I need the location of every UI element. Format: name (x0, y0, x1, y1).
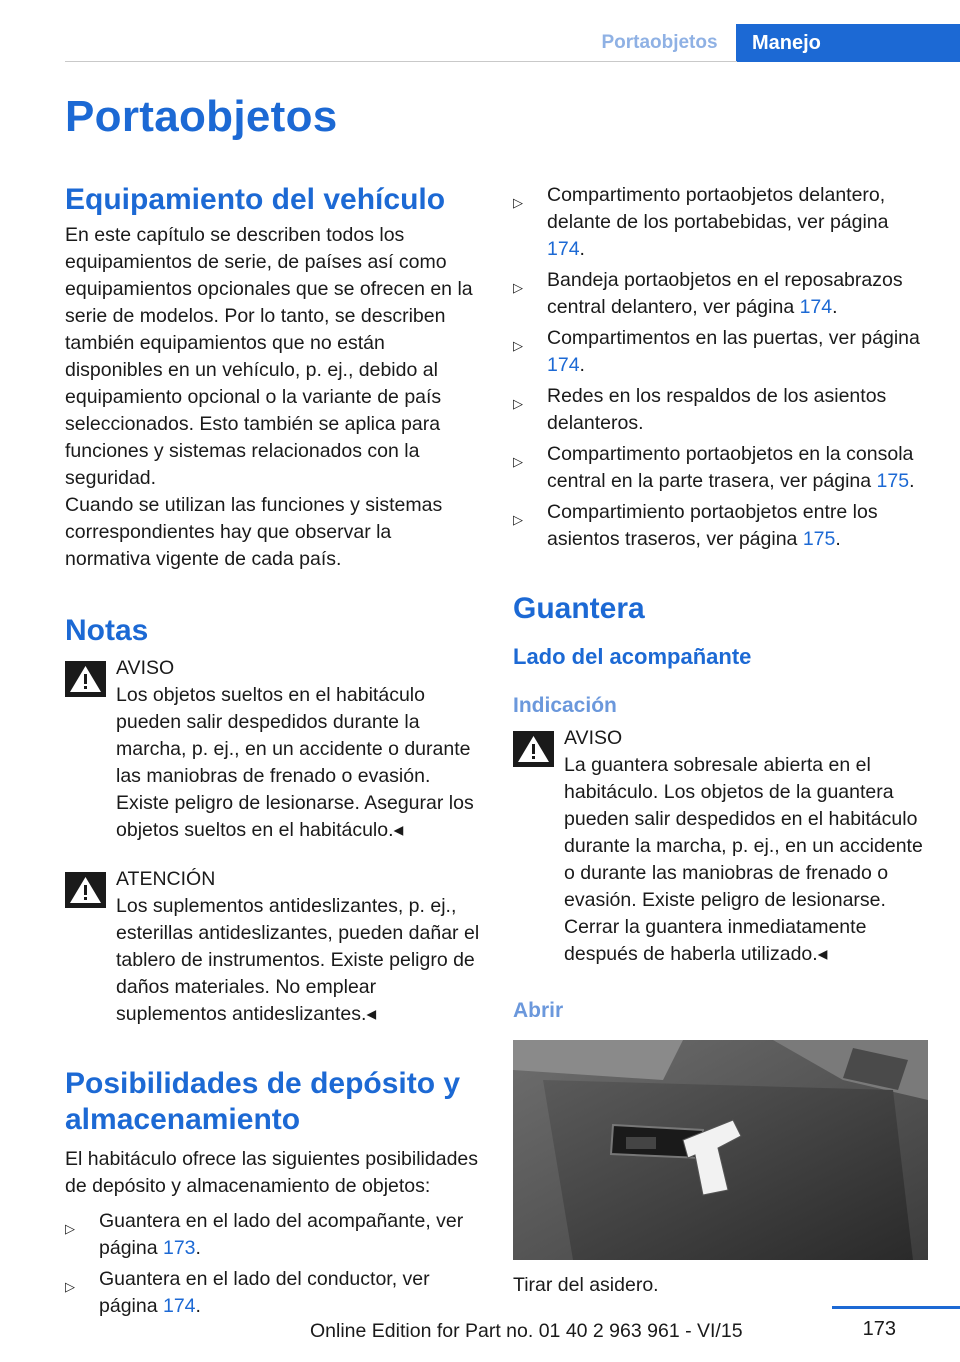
page-link[interactable]: 175 (802, 528, 836, 550)
glovebox-warning-text (513, 752, 928, 968)
equipment-heading: Equipamiento del vehículo (65, 183, 446, 216)
page-link[interactable]: 174 (547, 238, 580, 260)
bullet-triangle-icon: ▷ (65, 1221, 75, 1236)
equipment-paragraph: En este capítulo se describen todos los equipamientos de serie, de países así como equipamientos opcionales que se ofrecen en la serie de modelos. Por lo tanto, se describen también equipamientos que no están disponibles en un vehículo, p. ej., debido al equipamiento opcional o la variante de país seleccionados. Esto también se aplica para funciones y sistemas relacionados con la seguridad. (65, 224, 473, 489)
glovebox-subheading: Lado del acompañante (513, 644, 752, 669)
notes-heading: Notas (65, 614, 149, 647)
list-item-text: Guantera en el lado del acompañante, ver página (99, 1210, 464, 1259)
caution-text-content: Los suplementos antideslizantes, p. ej., esterillas antideslizantes, pueden dañar el tablero de instrumentos. Existe peligro de daños materiales. No emplear suplementos antideslizantes.◂ (116, 895, 480, 1025)
list-item (513, 325, 928, 379)
storage-heading: Posibilidades de depósito y almacenamiento (65, 1067, 461, 1136)
bullet-triangle-icon: ▷ (513, 512, 523, 527)
page-title: Portaobjetos (65, 92, 338, 141)
bullet-triangle-icon: ▷ (65, 1279, 75, 1294)
list-item (513, 182, 928, 263)
page-link[interactable]: 174 (162, 1295, 196, 1317)
list-item-end: . (195, 1237, 201, 1259)
left-column (65, 182, 480, 1324)
list-item-text: Compartimento portaobjetos delantero, delante de los portabebidas, ver página (547, 184, 889, 233)
list-item-text: Guantera en el lado del conductor, ver página (99, 1268, 430, 1317)
list-item (65, 1266, 480, 1320)
list-item-end: . (832, 296, 838, 318)
tab-portaobjetos[interactable]: Portaobjetos (601, 32, 718, 53)
list-item-text: Bandeja portaobjetos en el reposabrazos central delantero, ver página (547, 269, 903, 318)
list-item-end: . (195, 1295, 201, 1317)
page-link[interactable]: 174 (547, 354, 580, 376)
warning-icon (513, 731, 554, 767)
list-item-end: . (909, 470, 915, 492)
list-item-end: . (835, 528, 841, 550)
warning-text (65, 682, 480, 844)
bullet-triangle-icon: ▷ (513, 454, 523, 469)
warning-label: AVISO (116, 657, 175, 679)
storage-list-right (513, 182, 928, 553)
equipment-paragraph-2: Cuando se utilizan las funciones y sistemas correspondientes hay que observar la normativa vigente de cada país. (65, 494, 443, 570)
caution-label: ATENCIÓN (116, 868, 216, 890)
warning-text-content: Los objetos sueltos en el habitáculo pueden salir despedidos durante la marcha, p. ej., en un accidente o durante las maniobras de frenado o evasión. Existe peligro de lesionarse. Asegurar los objetos sueltos en el habitáculo.◂ (116, 684, 474, 841)
list-item-text: Compartimento portaobjetos en la consola central en la parte trasera, ver página (547, 443, 914, 492)
list-item-end: . (579, 238, 585, 260)
caution-block (65, 866, 480, 1028)
storage-intro: El habitáculo ofrece las siguientes posibilidades de depósito y almacenamiento de objetos: (65, 1148, 479, 1197)
glovebox-heading: Guantera (513, 592, 645, 625)
warning-icon (65, 661, 106, 697)
page-link[interactable]: 174 (799, 296, 833, 318)
caution-text (65, 893, 480, 1028)
glovebox-warning-label: AVISO (564, 727, 623, 749)
list-item-text: Compartimentos en las puertas, ver página (547, 327, 920, 349)
list-item-text: Compartimiento portaobjetos entre los asientos traseros, ver página (547, 501, 878, 550)
footer-edition: Online Edition for Part no. 01 40 2 963 961 - VI/15 (310, 1320, 743, 1342)
tab-manejo[interactable]: Manejo (736, 24, 960, 62)
open-heading: Abrir (513, 999, 564, 1022)
chapter-tabs (583, 24, 960, 62)
page-link[interactable]: 173 (162, 1237, 196, 1259)
image-caption: Tirar del asidero. (513, 1274, 659, 1296)
bullet-triangle-icon: ▷ (513, 338, 523, 353)
page-number: 173 (862, 1318, 896, 1340)
warning-block (65, 655, 480, 844)
list-item (513, 441, 928, 495)
glovebox-warning-block (513, 725, 928, 968)
list-item (513, 499, 928, 553)
warning-icon (65, 872, 106, 908)
storage-list-left (65, 1208, 480, 1320)
list-item-end: . (579, 354, 585, 376)
header-divider (65, 61, 737, 62)
indication-heading: Indicación (513, 694, 617, 717)
list-item (513, 383, 928, 437)
list-item (513, 267, 928, 321)
page-link[interactable]: 175 (876, 470, 910, 492)
right-column (513, 182, 928, 1299)
footer-rule (832, 1306, 960, 1309)
bullet-triangle-icon: ▷ (513, 280, 523, 295)
list-item-text: Redes en los respaldos de los asientos delanteros. (547, 385, 887, 434)
list-item (65, 1208, 480, 1262)
glovebox-photo (513, 1040, 928, 1260)
bullet-triangle-icon: ▷ (513, 195, 523, 210)
bullet-triangle-icon: ▷ (513, 396, 523, 411)
glovebox-warning-content: La guantera sobresale abierta en el habitáculo. Los objetos de la guantera pueden salir despedidos en el habitáculo durante la marcha, p. ej., en un accidente o durante las maniobras de frenado o evasión. Existe peligro de lesionarse. Cerrar la guantera inmediatamente después de haberla utilizado.◂ (564, 754, 923, 965)
